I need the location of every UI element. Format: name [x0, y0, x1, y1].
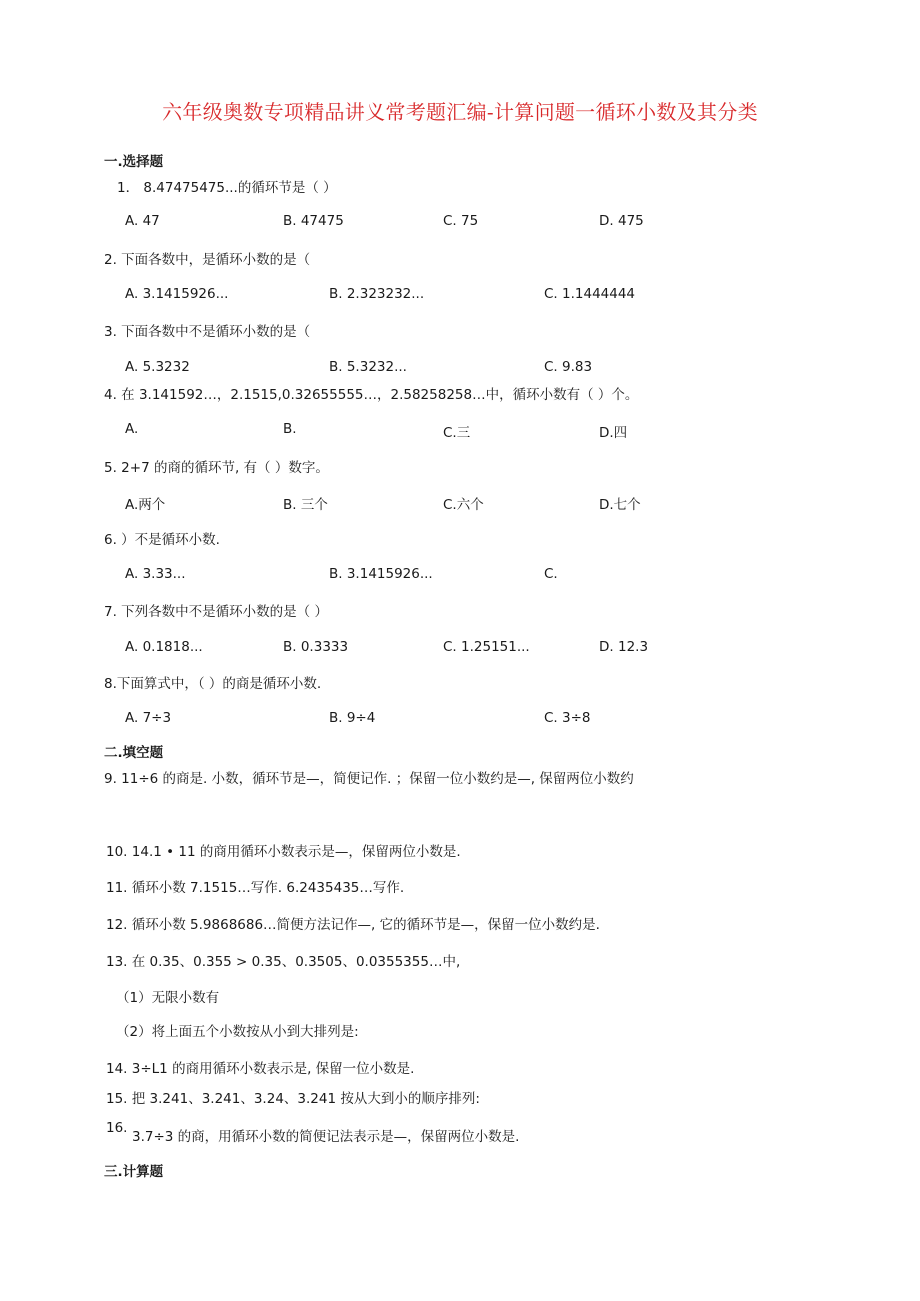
section-choice: 一.选择题 — [104, 154, 164, 170]
page-title: 六年级奥数专项精品讲义常考题汇编-计算问题一循环小数及其分类 — [162, 100, 758, 124]
question-7: 7. 下列各数中不是循环小数的是（ ） — [104, 604, 328, 620]
q1-option-d: D. 475 — [599, 213, 644, 229]
q7-option-d: D. 12.3 — [599, 639, 649, 655]
q3-option-c: C. 9.83 — [544, 359, 593, 375]
q3-option-b: B. 5.3232... — [329, 359, 407, 375]
q5-option-d: D.七个 — [599, 497, 641, 513]
q4-option-b: B. — [283, 421, 297, 437]
section-calculation: 三.计算题 — [104, 1164, 164, 1180]
q2-option-b: B. 2.323232... — [329, 286, 425, 302]
question-10: 10. 14.1 • 11 的商用循环小数表示是—，保留两位小数是. — [106, 844, 461, 860]
question-3: 3. 下面各数中不是循环小数的是（ — [104, 324, 311, 340]
question-4: 4. 在 3.141592…，2.1515,0.32655555…，2.58258258…中，循环小数有（ ）个。 — [104, 387, 639, 403]
question-6: 6. ）不是循环小数. — [104, 532, 220, 548]
q6-option-a: A. 3.33... — [125, 566, 186, 582]
q1-option-a: A. 47 — [125, 213, 160, 229]
q2-option-a: A. 3.1415926... — [125, 286, 229, 302]
question-13-part-2: （2）将上面五个小数按从小到大排列是: — [116, 1024, 359, 1040]
q4-option-d: D.四 — [599, 425, 628, 441]
q8-option-b: B. 9÷4 — [329, 710, 376, 726]
q8-option-a: A. 7÷3 — [125, 710, 172, 726]
question-16: 3.7÷3 的商，用循环小数的简便记法表示是—，保留两位小数是. — [132, 1129, 520, 1145]
section-fill-blank: 二.填空题 — [104, 745, 164, 761]
question-8: 8.下面算式中，（ ）的商是循环小数. — [104, 676, 322, 692]
question-5: 5. 2+7 的商的循环节, 有（ ）数字。 — [104, 460, 329, 476]
q7-option-a: A. 0.1818... — [125, 639, 203, 655]
q7-option-c: C. 1.25151... — [443, 639, 530, 655]
question-14: 14. 3÷L1 的商用循环小数表示是, 保留一位小数是. — [106, 1061, 415, 1077]
q8-option-c: C. 3÷8 — [544, 710, 591, 726]
q6-option-b: B. 3.1415926... — [329, 566, 433, 582]
question-11: 11. 循环小数 7.1515…写作. 6.2435435…写作. — [106, 880, 405, 896]
question-12: 12. 循环小数 5.9868686…简便方法记作—, 它的循环节是—，保留一位小数约是. — [106, 917, 600, 933]
question-13: 13. 在 0.35、0.355 > 0.35、0.3505、0.0355355…中, — [106, 954, 461, 970]
question-13-part-1: （1）无限小数有 — [116, 990, 220, 1006]
q7-option-b: B. 0.3333 — [283, 639, 349, 655]
q5-option-c: C.六个 — [443, 497, 484, 513]
question-9: 9. 11÷6 的商是. 小数，循环节是—，简便记作. ；保留一位小数约是—, 保留两位小数约 — [104, 771, 634, 787]
q5-option-b: B. 三个 — [283, 497, 328, 513]
q2-option-c: C. 1.1444444 — [544, 286, 636, 302]
q3-option-a: A. 5.3232 — [125, 359, 190, 375]
question-1: 1． 8.47475475...的循环节是（ ） — [117, 180, 337, 196]
q6-option-c: C. — [544, 566, 558, 582]
question-15: 15. 把 3.241、3.241、3.24、3.241 按从大到小的顺序排列: — [106, 1091, 480, 1107]
q4-option-c: C.三 — [443, 425, 471, 441]
q4-option-a: A. — [125, 421, 139, 437]
q1-option-b: B. 47475 — [283, 213, 344, 229]
q1-option-c: C. 75 — [443, 213, 479, 229]
question-16-number: 16. — [106, 1120, 128, 1136]
question-2: 2. 下面各数中，是循环小数的是（ — [104, 252, 311, 268]
q5-option-a: A.两个 — [125, 497, 166, 513]
